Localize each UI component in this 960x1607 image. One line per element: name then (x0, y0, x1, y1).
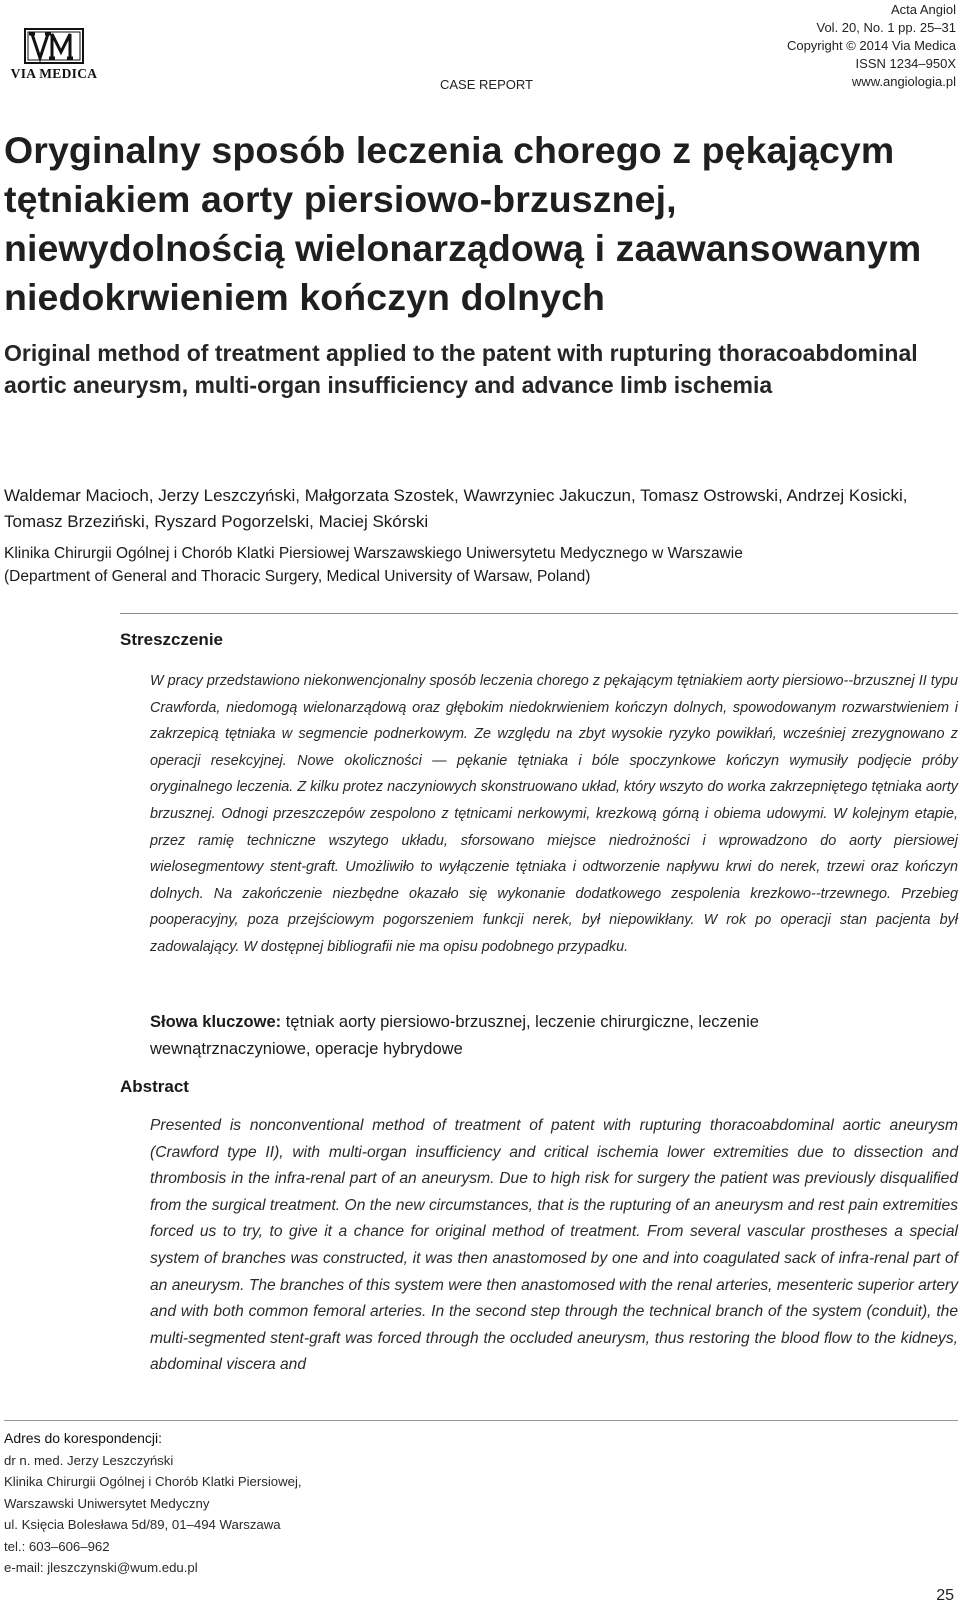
abstract-heading: Abstract (120, 1077, 189, 1096)
correspondence-line: tel.: 603–606–962 (4, 1538, 110, 1554)
page-number: 25 (936, 1587, 954, 1604)
correspondence-line: Warszawski Uniwersytet Medyczny (4, 1495, 210, 1511)
correspondence-email: e-mail: jleszczynski@wum.edu.pl (4, 1560, 198, 1575)
article-title-polish: Oryginalny sposób leczenia chorego z pękającym tętniakiem aorty piersiowo-brzusznej, niewydolnością wielonarządową i zaawansowanym niedokrwieniem kończyn dolnych (4, 129, 922, 318)
affiliation-polish: Klinika Chirurgii Ogólnej i Chorób Klatki Piersiowej Warszawskiego Uniwersytetu Medycznego w Warszawie (4, 545, 743, 562)
correspondence-line: ul. Księcia Bolesława 5d/89, 01–494 Warszawa (4, 1517, 281, 1532)
journal-info (787, 1, 956, 91)
journal-name: Acta Angiol (890, 2, 956, 17)
section-divider (120, 613, 958, 614)
affiliation-english: (Department of General and Thoracic Surgery, Medical University of Warsaw, Poland) (4, 568, 591, 585)
publisher-name: VIA MEDICA (10, 66, 98, 81)
article-title-english: Original method of treatment applied to the patent with rupturing thoracoabdominal aortic aneurysm, multi-organ insufficiency and advance limb ischemia (4, 340, 918, 398)
journal-issn: ISSN 1234–950X (855, 56, 956, 71)
journal-copyright: Copyright © 2014 Via Medica (786, 38, 956, 53)
streszczenie-text: W pracy przedstawiono niekonwencjonalny sposób leczenia chorego z pękającym tętniakiem aorty piersiowo--brzusznej II typu Crawforda, niedomogą wielonarządową oraz głębokim niedokrwieniem kończyn dolnych, spowodowanym rozwarstwieniem i zakrzepicą tętniaka w segmencie podnerkowym. Ze względu na zbyt wysokie ryzyko powikłań, wcześniej zrezygnowano z operacji resekcyjnej. Nowe okoliczności — pękanie tętniaka i bóle spoczynkowe kończyn wymusiły podjęcie próby oryginalnego leczenia. Z kilku protez naczyniowych skonstruowano układ, który wszyto do worka zakrzepniętego tętniaka aorty brzusznej. Odnogi przeszczepów zespolono z tętnicami nerkowymi, krezkową górną i obiema udowymi. W kolejnym etapie, przez ramię techniczne wszytego układu, sforsowano miejsce niedrożności i wprowadzono do aorty piersiowej wielosegmentowy stent-graft. Umożliwiło to wyłączenie tętniaka i odtworzenie napływu krwi do nerek, trzewi oraz kończyn dolnych. Na zakończenie niezbędne okazało się wykonanie dodatkowego zespolenia krezkowo--trzewnego. Przebieg pooperacyjny, poza przejściowym pogorszeniem funkcji nerek, był niepowikłany. W rok po operacji stan pacjenta był zadowalający. W dostępnej bibliografii nie ma opisu podobnego przypadku. (150, 673, 958, 955)
keywords-block (150, 1009, 910, 1062)
journal-volume: Vol. 20, No. 1 pp. 25–31 (816, 20, 956, 35)
abstract-text: Presented is nonconventional method of treatment of patent with rupturing thoracoabdominal aortic aneurysm (Crawford type II), with multi-organ insufficiency and critical ischemia lower extremities due to dissection and thrombosis in the infra-renal part of an aneurysm. Due to high risk for surgery the patient was previously disqualified from the surgical treatment. On the new circumstances, that is the rupturing of an aneurysm and rest pain extremities forced us to try, to give it a chance for original method of treatment. From several vascular prostheses a special system of branches was constructed, it was then anastomosed by one and into coagulated sack of infra-renal part of an aneurysm. The branches of this system were then anastomosed with the renal arteries, mesenteric superior artery and with both common femoral arteries. In the second step through the technical branch of the system (conduit), the multi-segmented stent-graft was forced through the occluded aneurysm, thus restoring the blood flow to the kidneys, abdominal viscera and (150, 1117, 958, 1374)
journal-url: www.angiologia.pl (851, 74, 956, 89)
article-type: CASE REPORT (440, 77, 533, 92)
keywords-value: tętniak aorty piersiowo-brzusznej, leczenie chirurgiczne, leczenie wewnątrznaczyniowe, operacje hybrydowe (150, 1013, 759, 1058)
keywords-label: Słowa kluczowe: (150, 1013, 282, 1031)
correspondence-line: dr n. med. Jerzy Leszczyński (4, 1452, 174, 1468)
streszczenie-heading: Streszczenie (120, 630, 223, 649)
author-list: Waldemar Macioch, Jerzy Leszczyński, Małgorzata Szostek, Wawrzyniec Jakuczun, Tomasz Ostrowski, Andrzej Kosicki, Tomasz Brzeziński, Ryszard Pogorzelski, Maciej Skórski (4, 486, 908, 531)
correspondence-address (4, 1428, 384, 1579)
via-medica-logo-mark-icon (24, 28, 84, 64)
correspondence-title: Adres do korespondencji: (4, 1430, 162, 1446)
affiliation (4, 542, 954, 588)
via-medica-logo (2, 28, 106, 80)
footnote-divider (4, 1420, 958, 1421)
correspondence-line: Klinika Chirurgii Ogólnej i Chorób Klatki Piersiowej, (4, 1474, 302, 1489)
